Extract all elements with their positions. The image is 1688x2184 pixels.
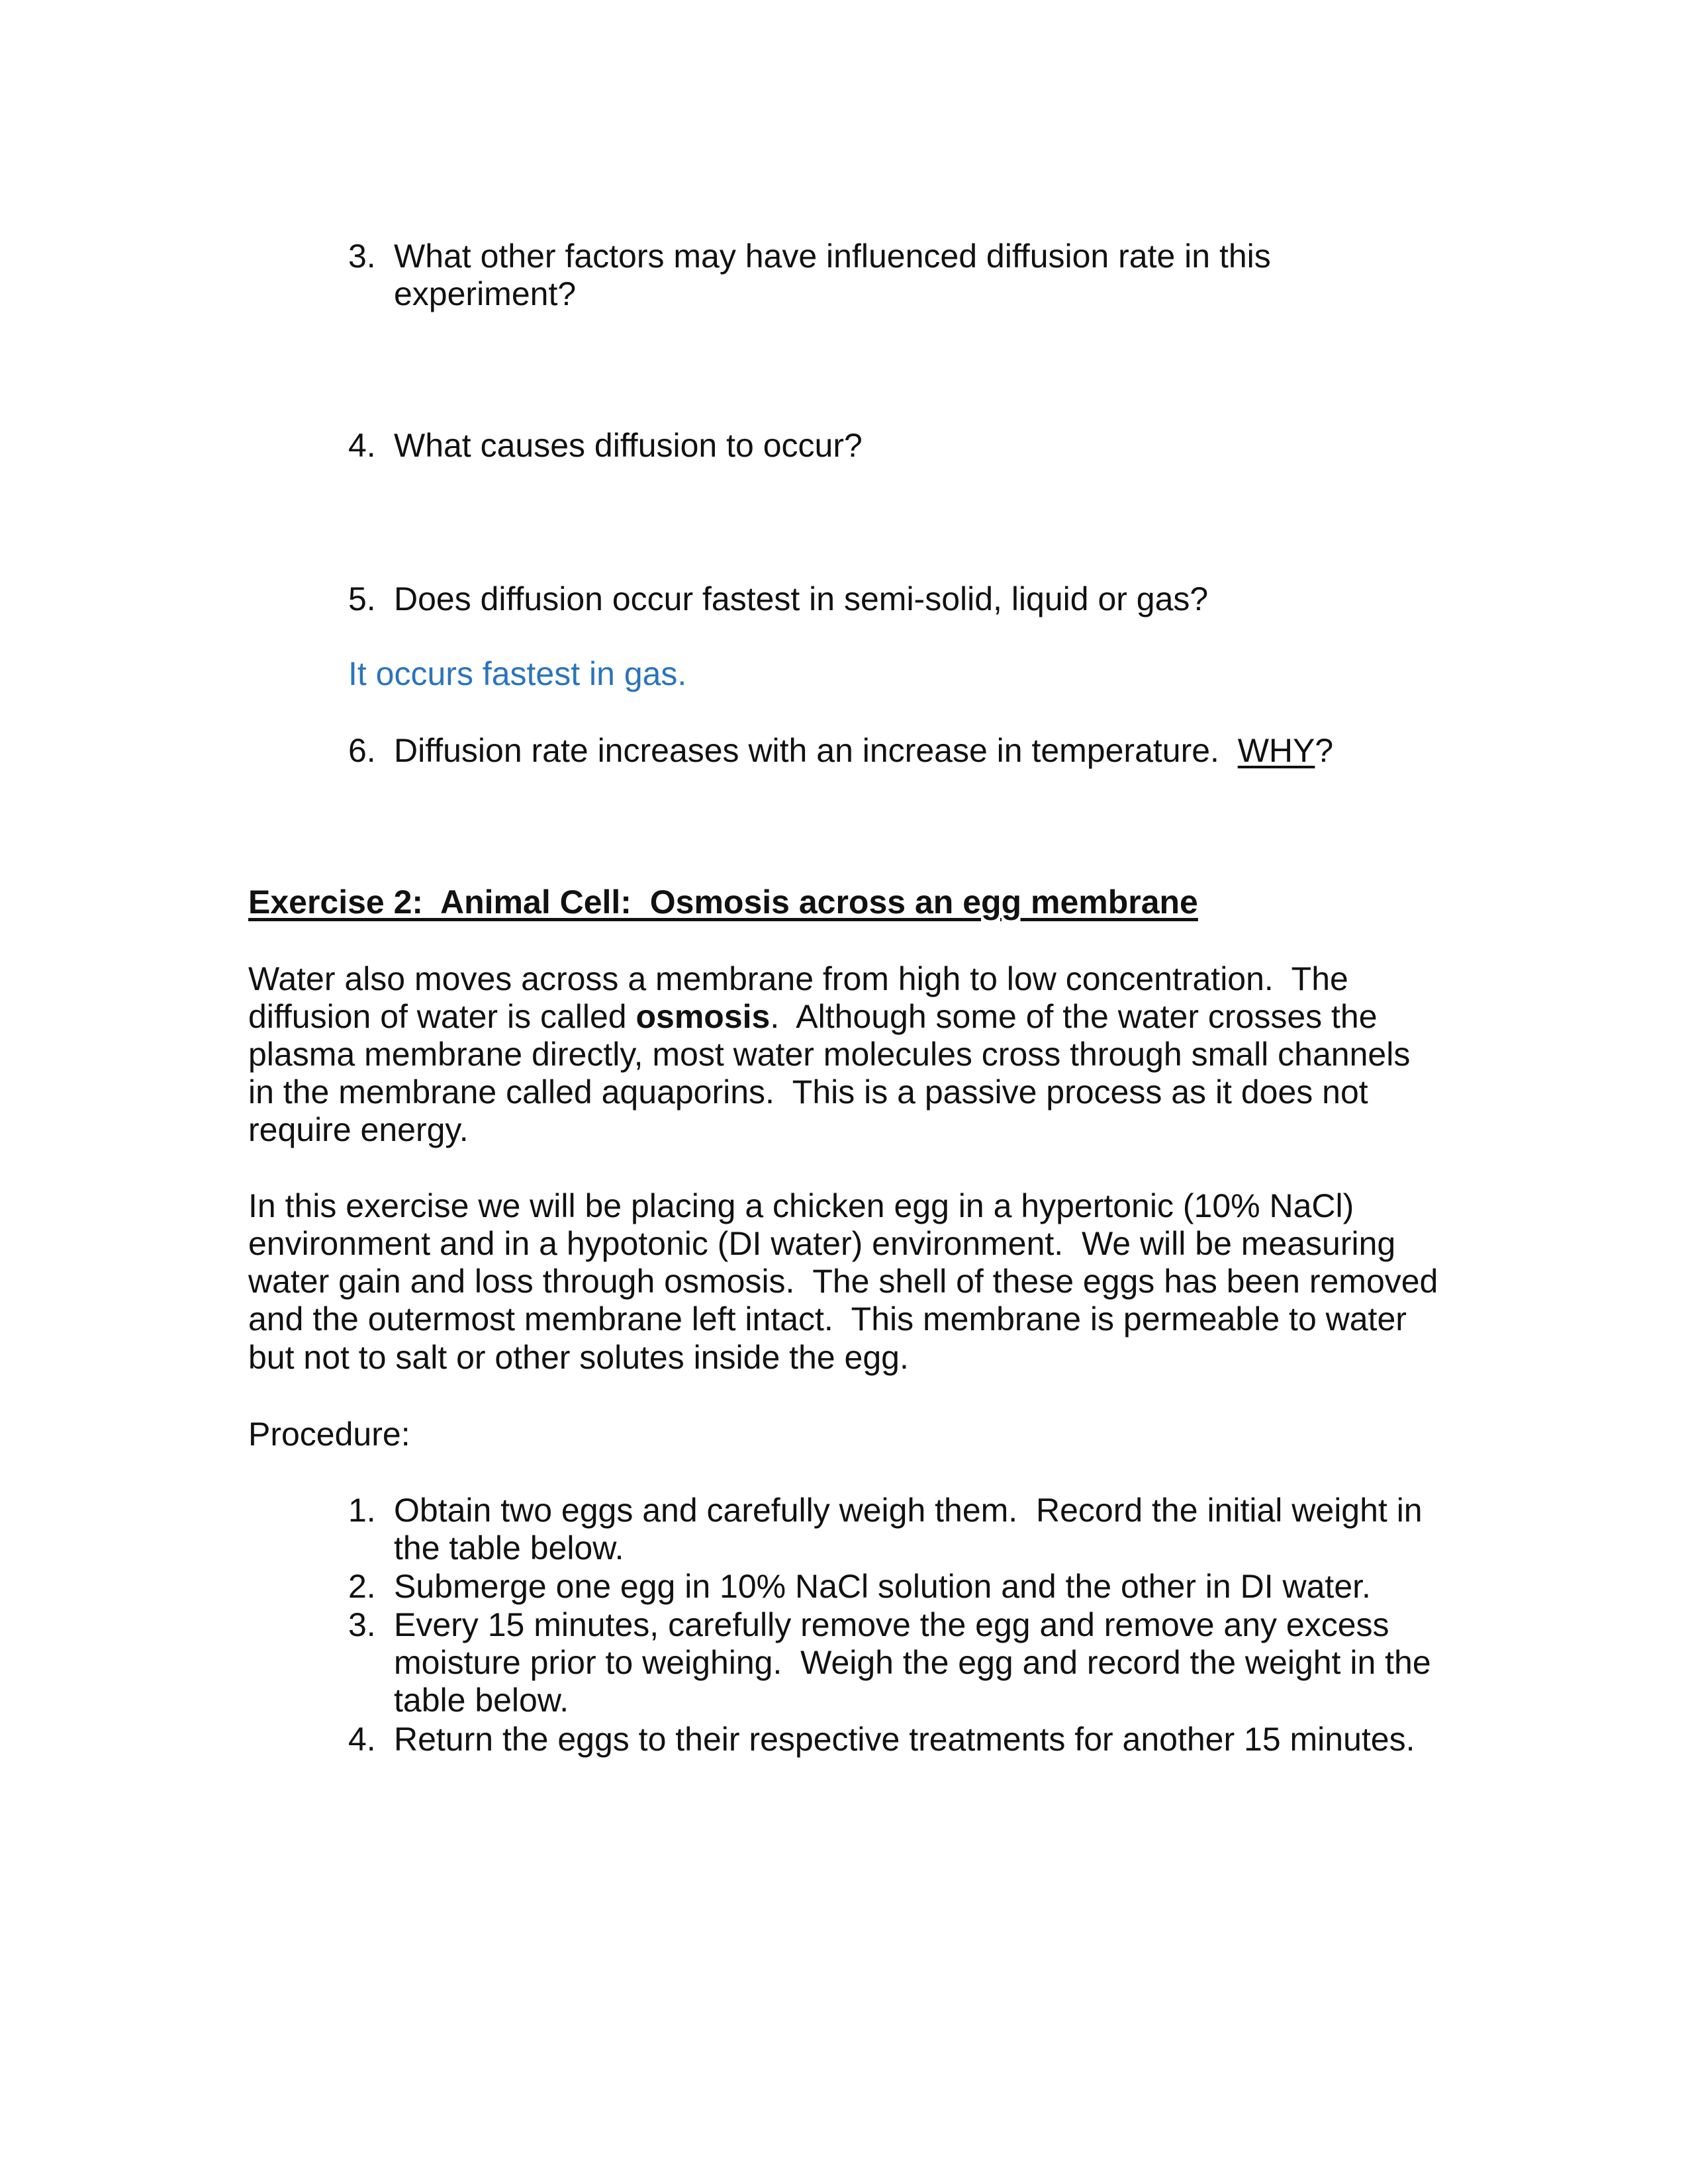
question-4-text: What causes diffusion to occur? xyxy=(394,427,863,464)
question-4-number: 4. xyxy=(348,427,376,464)
procedure-step-text: Return the eggs to their respective treatments for another 15 minutes. xyxy=(394,1721,1415,1758)
why-emphasis: WHY xyxy=(1237,732,1315,769)
paragraph1-line: Water also moves across a membrane from high to low concentration. The xyxy=(248,960,1348,997)
paragraph2-line: and the outermost membrane left intact. This membrane is permeable to water xyxy=(248,1300,1407,1338)
paragraph1-line: plasma membrane directly, most water molecules cross through small channels xyxy=(248,1036,1411,1073)
paragraph2-line: but not to salt or other solutes inside the egg. xyxy=(248,1339,909,1376)
paragraph1-line: require energy. xyxy=(248,1111,469,1148)
procedure-step-text: table below. xyxy=(394,1682,569,1719)
question-6-text-main: Diffusion rate increases with an increase in temperature. xyxy=(394,732,1238,769)
paragraph1-line xyxy=(248,998,1378,1036)
question-3-number: 3. xyxy=(348,238,376,275)
question-6-text xyxy=(394,732,1333,770)
answer-5: It occurs fastest in gas. xyxy=(348,655,687,692)
question-5-text: Does diffusion occur fastest in semi-solid, liquid or gas? xyxy=(394,580,1209,617)
procedure-step-number: 4. xyxy=(348,1721,376,1758)
question-6-qmark: ? xyxy=(1315,732,1334,769)
question-6-number: 6. xyxy=(348,732,376,769)
procedure-step-text: Every 15 minutes, carefully remove the egg and remove any excess xyxy=(394,1606,1389,1643)
exercise-heading: Exercise 2: Animal Cell: Osmosis across an egg membrane xyxy=(248,884,1198,921)
osmosis-term: osmosis xyxy=(635,998,771,1035)
question-3-text: What other factors may have influenced diffusion rate in this xyxy=(394,238,1271,275)
paragraph2-line: water gain and loss through osmosis. The shell of these eggs has been removed xyxy=(248,1263,1438,1300)
text: . Although some of the water crosses the xyxy=(770,998,1378,1035)
paragraph2-line: In this exercise we will be placing a chicken egg in a hypertonic (10% NaCl) xyxy=(248,1187,1354,1224)
procedure-step-text: moisture prior to weighing. Weigh the egg and record the weight in the xyxy=(394,1644,1431,1681)
procedure-step-number: 3. xyxy=(348,1606,376,1643)
procedure-step-number: 1. xyxy=(348,1492,376,1529)
procedure-step-text: the table below. xyxy=(394,1529,624,1567)
paragraph2-line: environment and in a hypotonic (DI water) environment. We will be measuring xyxy=(248,1225,1396,1262)
procedure-step-text: Obtain two eggs and carefully weigh them. Record the initial weight in xyxy=(394,1492,1423,1529)
text: diffusion of water is called xyxy=(248,998,636,1035)
paragraph1-line: in the membrane called aquaporins. This is a passive process as it does not xyxy=(248,1073,1368,1111)
question-3-text-cont: experiment? xyxy=(394,275,577,312)
procedure-label: Procedure: xyxy=(248,1416,410,1453)
procedure-step-number: 2. xyxy=(348,1568,376,1605)
question-5-number: 5. xyxy=(348,580,376,617)
procedure-step-text: Submerge one egg in 10% NaCl solution and the other in DI water. xyxy=(394,1568,1371,1605)
